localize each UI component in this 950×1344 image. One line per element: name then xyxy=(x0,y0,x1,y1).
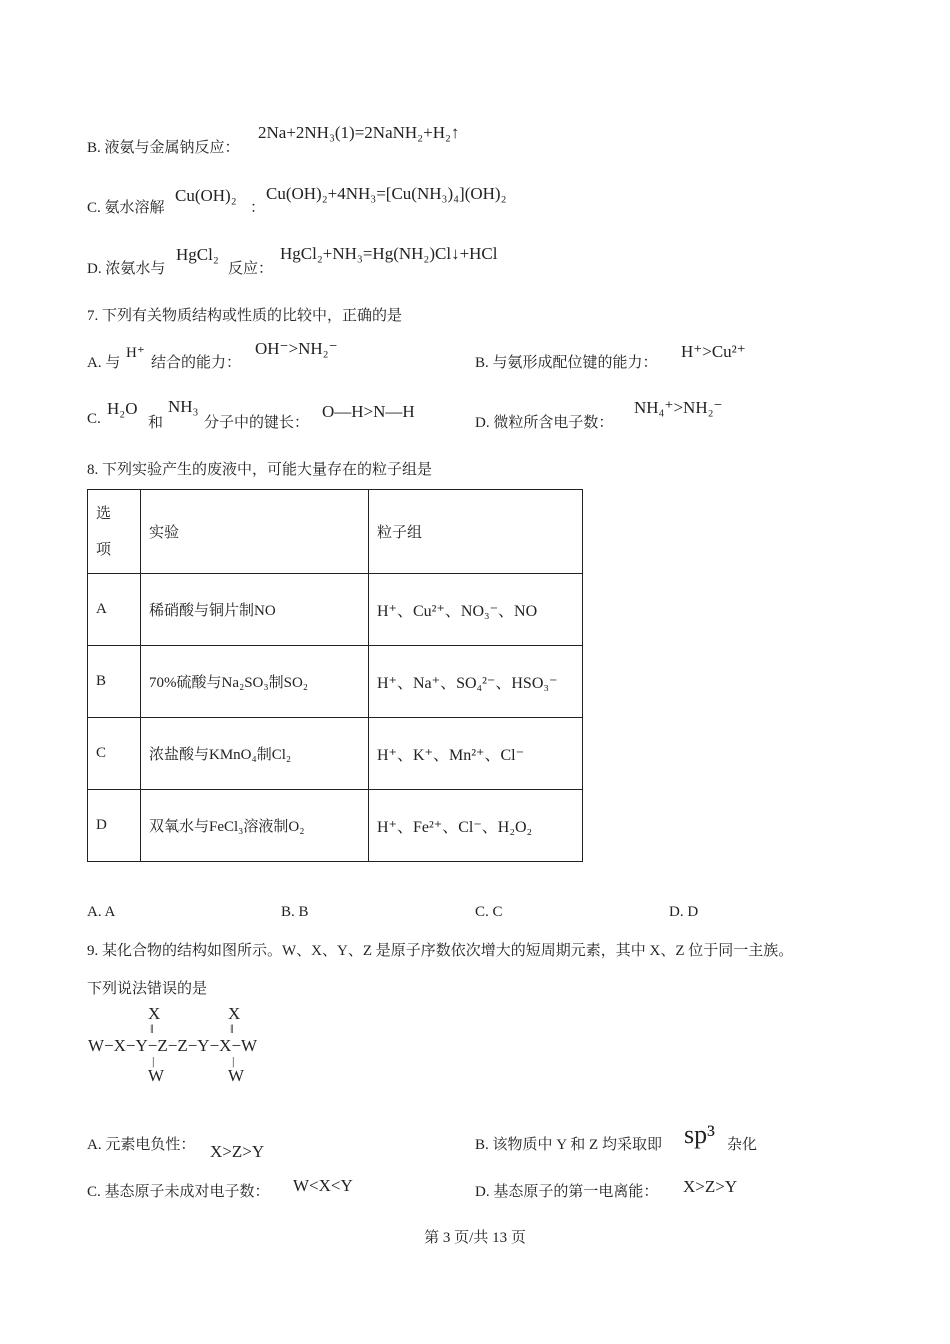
q6-option-d-sub: HgCl₂ xyxy=(176,245,219,264)
q7-b-formula: H⁺>Cu²⁺ xyxy=(681,342,746,361)
q7-c-label: C. xyxy=(87,411,101,427)
q9-b-formula: sp³ xyxy=(684,1120,715,1149)
q7-c-and: 和 xyxy=(148,415,164,431)
q7-d-label: D. 微粒所含电子数： xyxy=(475,415,614,431)
q7-stem: 7. 下列有关物质结构或性质的比较中，正确的是 xyxy=(87,308,403,324)
q6-option-b-formula: 2Na+2NH₃(1)=2NaNH₂+H₂↑ xyxy=(258,123,460,142)
row-option: A xyxy=(88,574,141,646)
q9-d-formula: X>Z>Y xyxy=(683,1177,738,1196)
q8-answer-b: B. B xyxy=(281,904,309,920)
q9-c-formula: W<X<Y xyxy=(293,1176,353,1195)
q9-b-label: B. 该物质中 Y 和 Z 均采取即 xyxy=(475,1137,662,1153)
table-row xyxy=(88,646,583,718)
double-bond: ‖ xyxy=(150,1021,154,1036)
row-ions: H⁺、Fe²⁺、Cl⁻、H₂O₂ xyxy=(369,790,583,862)
row-option: C xyxy=(88,718,141,790)
q9-b-label2: 杂化 xyxy=(727,1137,758,1153)
q9-a-formula: X>Z>Y xyxy=(210,1142,265,1161)
row-experiment: 双氧水与FeCl₃溶液制O₂ xyxy=(141,790,369,862)
q7-a-label2: 结合的能力： xyxy=(151,355,242,371)
row-option: B xyxy=(88,646,141,718)
q6-option-d-label: D. 浓氨水与 xyxy=(87,261,166,277)
row-experiment: 浓盐酸与KMnO₄制Cl₂ xyxy=(141,718,369,790)
main-chain: W−X−Y−Z−Z−Y−X−W xyxy=(88,1036,258,1055)
single-bond: | xyxy=(152,1054,155,1068)
q7-c-label2: 分子中的键长： xyxy=(204,415,310,431)
q7-a-formula: OH⁻>NH₂⁻ xyxy=(255,339,338,358)
row-experiment: 稀硝酸与铜片制NO xyxy=(141,574,369,646)
q8-answer-d: D. D xyxy=(669,904,699,920)
double-bond: ‖ xyxy=(230,1021,234,1036)
top-atom: X xyxy=(148,1004,161,1023)
q7-b-label: B. 与氨形成配位键的能力： xyxy=(475,355,658,371)
table-row xyxy=(88,718,583,790)
table-row xyxy=(88,574,583,646)
q6-option-d-formula: HgCl₂+NH₃=Hg(NH₂)Cl↓+HCl xyxy=(280,244,498,263)
q6-option-d-label2: 反应： xyxy=(228,261,274,277)
q6-option-c-sub: Cu(OH)₂ xyxy=(175,186,237,205)
q9-d-label: D. 基态原子的第一电离能： xyxy=(475,1184,659,1200)
q8-stem: 8. 下列实验产生的废液中，可能大量存在的粒子组是 xyxy=(87,462,433,478)
q6-option-c-formula: Cu(OH)₂+4NH₃=[Cu(NH₃)₄](OH)₂ xyxy=(266,184,507,203)
q6-option-b-label: B. 液氨与金属钠反应： xyxy=(87,140,240,156)
top-atom: X xyxy=(228,1004,241,1023)
row-ions: H⁺、K⁺、Mn²⁺、Cl⁻ xyxy=(369,718,583,790)
q7-c-formula: O—H>N—H xyxy=(322,402,415,421)
row-ions: H⁺、Na⁺、SO₄²⁻、HSO₃⁻ xyxy=(369,646,583,718)
page-footer: 第 3 页/共 13 页 xyxy=(424,1230,526,1246)
q6-option-b xyxy=(87,136,240,157)
q7-a-label: A. 与 xyxy=(87,355,121,371)
header-option xyxy=(88,490,141,574)
q9-a-label: A. 元素电负性： xyxy=(87,1137,196,1153)
header-option-text: 选项 xyxy=(96,505,112,558)
q9-stem-line2: 下列说法错误的是 xyxy=(87,981,208,997)
q9-c-label: C. 基态原子未成对电子数： xyxy=(87,1184,270,1200)
bottom-atom: W xyxy=(228,1066,245,1085)
single-bond: | xyxy=(232,1054,235,1068)
header-experiment: 实验 xyxy=(141,490,369,574)
bottom-atom: W xyxy=(148,1066,165,1085)
q7-a-ion: H⁺ xyxy=(126,345,145,361)
q7-c-m2: NH₃ xyxy=(168,397,199,416)
row-experiment: 70%硫酸与Na₂SO₃制SO₂ xyxy=(141,646,369,718)
row-option: D xyxy=(88,790,141,862)
table-row xyxy=(88,790,583,862)
q6-option-c xyxy=(87,196,165,217)
q9-stem-line1: 9. 某化合物的结构如图所示。W、X、Y、Z 是原子序数依次增大的短周期元素，其中 X、Z 位于同一主族。 xyxy=(87,943,794,959)
table-header-row xyxy=(88,490,583,574)
q6-option-c-label: C. 氨水溶解 xyxy=(87,200,165,216)
row-ions: H⁺、Cu²⁺、NO₃⁻、NO xyxy=(369,574,583,646)
q6-option-c-colon: ： xyxy=(250,200,266,216)
q8-answer-a: A. A xyxy=(87,904,116,920)
q8-answer-c: C. C xyxy=(475,904,503,920)
q7-c-m1: H₂O xyxy=(107,399,138,418)
header-ions: 粒子组 xyxy=(369,490,583,574)
q7-d-formula: NH₄⁺>NH₂⁻ xyxy=(634,398,723,417)
q8-table xyxy=(87,489,583,862)
